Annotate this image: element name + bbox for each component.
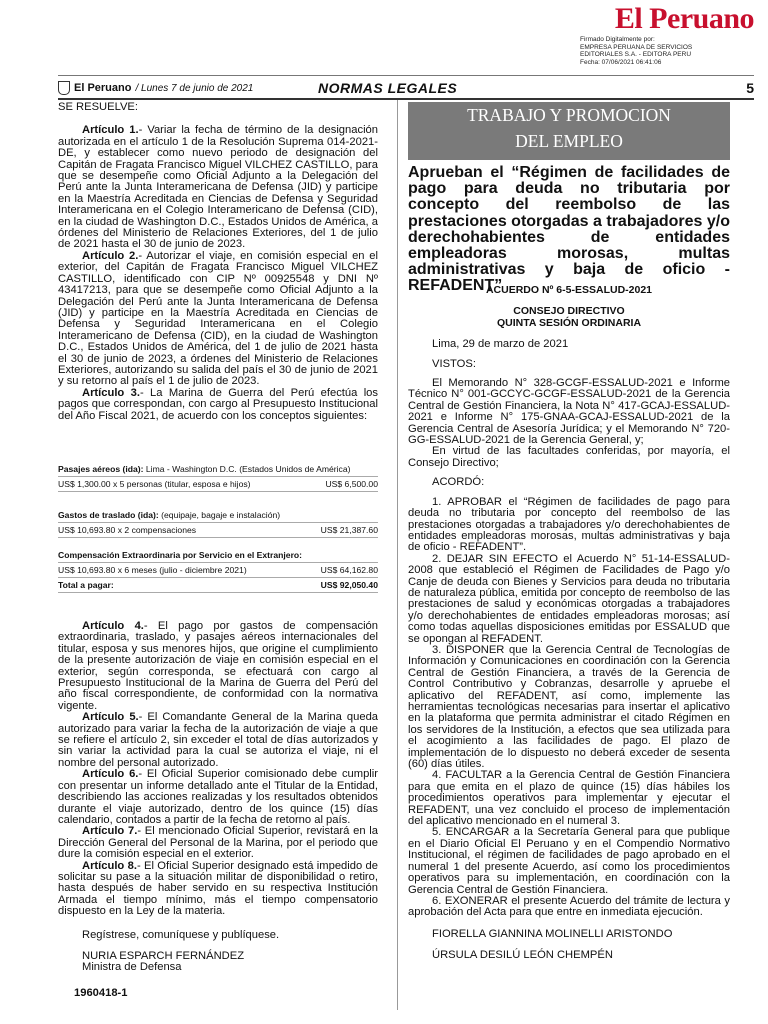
payment-table bbox=[58, 462, 378, 593]
article-text: - Autorizar el viaje, en comisión especial en el exterior, del Capitán de Fragata Francisco Miguel VILCHEZ CASTILLO, identificado con CIP Nº 00925548 y DNI Nº 43417213, para que se desempeñe como Oficial Adjunto a la Delegación del Perú ante la Junta Interamericana de Defensa (JID) y participe en la Maestría Acreditada en Ciencias de Defensa y Seguridad Interamericana en el Colegio Interamericano de Defensa (CID), en la ciudad de Washington D.C., Estados Unidos de América, del 1 de julio de 2021 hasta el 30 de junio de 2023, a órdenes del Ministerio de Relaciones Exteriores, autorizando su salida del país el 30 de junio de 2021 y su retorno al país el 1 de julio de 2023. bbox=[58, 249, 379, 388]
signer-name: ÚRSULA DESILÚ LEÓN CHEMPÉN bbox=[432, 949, 613, 962]
resolution-item: 4. FACULTAR a la Gerencia Central de Gestión Financiera para que emita en el plazo de quince (15) días hábiles los procedimientos operativos para implementar y ejecutar el REFADENT, una vez concluido el proceso de implementación del aplicativo mencionado en el numeral 3. bbox=[408, 769, 730, 828]
row-desc: US$ 1,300.00 x 5 personas (titular, esposa e hijos) bbox=[58, 479, 251, 489]
article-1 bbox=[58, 125, 378, 250]
signature-line: Fecha: 07/06/2021 06:41:06 bbox=[580, 58, 662, 66]
total-value: US$ 92,050.40 bbox=[320, 580, 378, 590]
header-rule bbox=[58, 75, 754, 76]
article-label: Artículo 1. bbox=[82, 124, 139, 137]
virtud-text: En virtud de las facultades conferidas, por mayoría, el Consejo Directivo; bbox=[408, 445, 730, 469]
signature-line: EDITORIALES S.A. - EDITORA PERU bbox=[580, 51, 692, 58]
vistos-memo: El Memorando N° 328-GCGF-ESSALUD-2021 e Informe Técnico N° 001-GCCYC-GCGF-ESSALUD-2021 de la Gerencia Central de Gestión Financiera, la Nota N° 417-GCAJ-ESSALUD-2021 e Informe N° 175-GNAA-GCAJ-ESSALUD-2021 de la Gerencia Central de Asesoría Jurídica; y el Memorando N° 720-GG-ESSALUD-2021 de la Gerencia General, y; bbox=[408, 377, 730, 447]
article-4 bbox=[58, 621, 378, 712]
article-label: Artículo 7. bbox=[82, 825, 138, 838]
resolution-item: 6. EXONERAR el presente Acuerdo del trámite de lectura y aprobación del Acta para que entre en inmediata ejecución. bbox=[408, 894, 730, 919]
article-text: - Variar la fecha de término de la designación autorizada en el artículo 1 de la Resolución Suprema 014-2021-DE, y establecer como nuevo periodo de designación del Capitán de Fragata Francisco Miguel VILCHEZ CASTILLO, para que se desempeñe como Oficial Adjunto a la Delegación del Perú ante la Junta Interamericana de Defensa (JID) y participe en la Maestría Acreditada en Ciencias de Defensa y Seguridad Interamericana en el Colegio Interamericano de Defensa (CID), en la ciudad de Washington D.C., Estados Unidos de América, a órdenes del Ministerio de Relaciones Exteriores, del 1 de julio de 2021 hasta el 30 de junio de 2023. bbox=[58, 124, 378, 251]
row-desc: US$ 10,693.80 x 2 compensaciones bbox=[58, 525, 197, 535]
resolution-item: 3. DISPONER que la Gerencia Central de Tecnologías de Información y Comunicaciones en coordinación con la Gerencia Central de Gestión Financiera, a través de la Gerencia de Control Contributivo y Cobranzas, desarrolle y apruebe el aplicativo del REFADENT, así como, implemente las herramientas tecnológicas necesarias para insertar el aplicativo en la plataforma que permita administrar el citado Régimen en los servidores de la Institución, a efectos que sea utilizada para el acogimiento a las facilidades de pago. El plazo de implementación de lo dispuesto no deberá exceder de sesenta (60) días útiles. bbox=[408, 643, 730, 771]
table-heading bbox=[58, 548, 378, 563]
newspaper-name: El Peruano bbox=[74, 82, 132, 94]
closing-formula: Regístrese, comuníquese y publíquese. bbox=[82, 928, 280, 941]
sesion-heading: QUINTA SESIÓN ORDINARIA bbox=[496, 316, 642, 329]
publication-code: 1960418-1 bbox=[74, 986, 128, 999]
banner-line: DEL EMPLEO bbox=[515, 131, 623, 151]
section-banner bbox=[408, 102, 730, 160]
table-heading-rest: (equipaje, bagaje e instalación) bbox=[158, 510, 281, 520]
row-value: US$ 6,500.00 bbox=[325, 479, 378, 489]
right-column-body bbox=[408, 285, 730, 962]
table-row bbox=[58, 523, 378, 538]
left-column-bottom bbox=[58, 621, 378, 999]
resuelve-heading: SE RESUELVE: bbox=[58, 101, 138, 113]
article-8 bbox=[58, 861, 378, 918]
row-value: US$ 64,162.80 bbox=[320, 565, 378, 575]
section-title: NORMAS LEGALES bbox=[318, 80, 458, 96]
article-7 bbox=[58, 826, 378, 860]
table-heading-rest: Lima - Washington D.C. (Estados Unidos de América) bbox=[143, 464, 351, 474]
masthead-logo: El Peruano bbox=[614, 2, 754, 35]
signer-role: Ministra de Defensa bbox=[82, 961, 182, 974]
vistos-heading: VISTOS: bbox=[432, 357, 476, 370]
acuerdo-number: ACUERDO Nº 6-5-ESSALUD-2021 bbox=[485, 284, 653, 296]
resolution-item: 1. APROBAR el “Régimen de facilidades de pago para deuda no tributaria por concepto del reembolso de las prestaciones otorgadas a trabajadores y/o derechohabientes de entidades empleadoras morosas, multas administrativas y baja de oficio - REFADENT”. bbox=[408, 495, 730, 554]
row-value: US$ 21,387.60 bbox=[320, 525, 378, 535]
signer-name: FIORELLA GIANNINA MOLINELLI ARISTONDO bbox=[432, 927, 673, 940]
article-text: - El Comandante General de la Marina queda autorizado para variar la fecha de la autorización de viaje a que se refiere el artículo 2, sin exceder el total de días autorizados y sin variar la actividad para la cual se autoriza el viaje, ni el nombre del personal autorizado. bbox=[58, 711, 379, 769]
left-column-top bbox=[58, 102, 378, 422]
page-header bbox=[58, 79, 754, 97]
article-5 bbox=[58, 712, 378, 769]
table-heading-bold: Gastos de traslado (ida): bbox=[58, 510, 159, 520]
resolution-item: 2. DEJAR SIN EFECTO el Acuerdo N° 51-14-ESSALUD-2008 que estableció el Régimen de Facilidades de Pago y/o Canje de deuda con Bienes y Servicios para deuda no tributaria de naturaleza pública, emitida por concepto de reembolso de las prestaciones de salud y económicas otorgadas a trabajadores y/o derechohabientes de entidades empleadoras morosas; así como todas aquellas disposiciones emitidas por ESSALUD que se opongan al REFADENT. bbox=[408, 552, 730, 645]
table-heading bbox=[58, 462, 378, 477]
article-label: Artículo 5. bbox=[82, 711, 139, 724]
table-row bbox=[58, 477, 378, 492]
shield-icon bbox=[58, 81, 70, 95]
article-6 bbox=[58, 769, 378, 826]
table-row bbox=[58, 563, 378, 578]
table-heading bbox=[58, 508, 378, 523]
resolution-item: 5. ENCARGAR a la Secretaría General para que publique en el Diario Oficial El Peruano y en el Compendio Normativo Institucional, el régimen de facilidades de pago aprobado en el numeral 1 del presente Acuerdo, así como los procedimientos operativos para su implementación, en coordinación con la Gerencia Central de Gestión Financiera. bbox=[408, 826, 730, 896]
article-text: - El mencionado Oficial Superior, revistará en la Dirección General del Personal de la Marina, por el periodo que dure la comisión especial en el exterior. bbox=[58, 825, 378, 861]
article-label: Artículo 3. bbox=[82, 386, 140, 399]
page-number: 5 bbox=[746, 80, 754, 96]
article-label: Artículo 6. bbox=[82, 768, 139, 781]
article-text: - El Oficial Superior designado está impedido de solicitar su pase a la situación militar de disponibilidad o retiro, hasta después de haber servido en su respectiva Institución Armada el tiempo mínimo, más el tiempo compensatorio dispuesto en la Ley de la materia. bbox=[58, 859, 378, 918]
article-label: Artículo 8. bbox=[82, 859, 137, 872]
table-heading-bold: Compensación Extraordinaria por Servicio en el Extranjero: bbox=[58, 550, 303, 560]
article-label: Artículo 2. bbox=[82, 249, 139, 262]
column-divider bbox=[397, 100, 398, 1010]
lima-date: Lima, 29 de marzo de 2021 bbox=[432, 338, 569, 351]
issue-date: / Lunes 7 de junio de 2021 bbox=[135, 82, 254, 94]
acordo-heading: ACORDÓ: bbox=[432, 476, 485, 489]
banner-line: TRABAJO Y PROMOCION bbox=[467, 105, 671, 125]
article-text: - La Marina de Guerra del Perú efectúa los pagos que correspondan, con cargo al Presupuesto Institucional del Año Fiscal 2021, de acuerdo con los conceptos siguientes: bbox=[58, 386, 378, 422]
table-heading-bold: Pasajes aéreos (ida): bbox=[58, 464, 144, 474]
article-text: - El Oficial Superior comisionado debe cumplir con presentar un informe detallado ante el Titular de la Entidad, describiendo las acciones realizadas y los resultados obtenidos durante el viaje autorizado, dentro de los quince (15) días calendario, contados a partir de la fecha de retorno al país. bbox=[58, 768, 379, 826]
digital-signature bbox=[580, 36, 750, 66]
row-desc: US$ 10,693.80 x 6 meses (julio - diciembre 2021) bbox=[58, 565, 247, 575]
article-2 bbox=[58, 251, 378, 388]
signature-line: Firmado Digitalmente por: bbox=[580, 36, 655, 43]
table-total-row bbox=[58, 578, 378, 593]
signature-line: EMPRESA PERUANA DE SERVICIOS bbox=[580, 43, 693, 51]
consejo-heading: CONSEJO DIRECTIVO bbox=[513, 305, 625, 318]
article-3 bbox=[58, 388, 378, 422]
total-label: Total a pagar: bbox=[58, 580, 114, 590]
article-label: Artículo 4. bbox=[82, 620, 144, 632]
signer-name: NURIA ESPARCH FERNÁNDEZ bbox=[82, 949, 245, 962]
header-rule-bottom bbox=[58, 98, 754, 100]
article-title: Aprueban el “Régimen de facilidades de pago para deuda no tributaria por concepto del reembolso de las prestaciones otorgadas a trabajadores y/o derechohabientes de entidades empleadoras morosas, multas administrativas y baja de oficio - REFADENT” bbox=[408, 164, 730, 295]
article-text: - El pago por gastos de compensación extraordinaria, traslado, y pasajes aéreos internacionales del titular, esposa y sus menores hijos, que origine el cumplimiento de la presente autorización de viaje en comisión especial en el exterior, según corresponda, se efectuará con cargo al Presupuesto Institucional de la Marina de Guerra del Perú del año fiscal correspondiente, de conformidad con la normativa vigente. bbox=[58, 620, 378, 712]
